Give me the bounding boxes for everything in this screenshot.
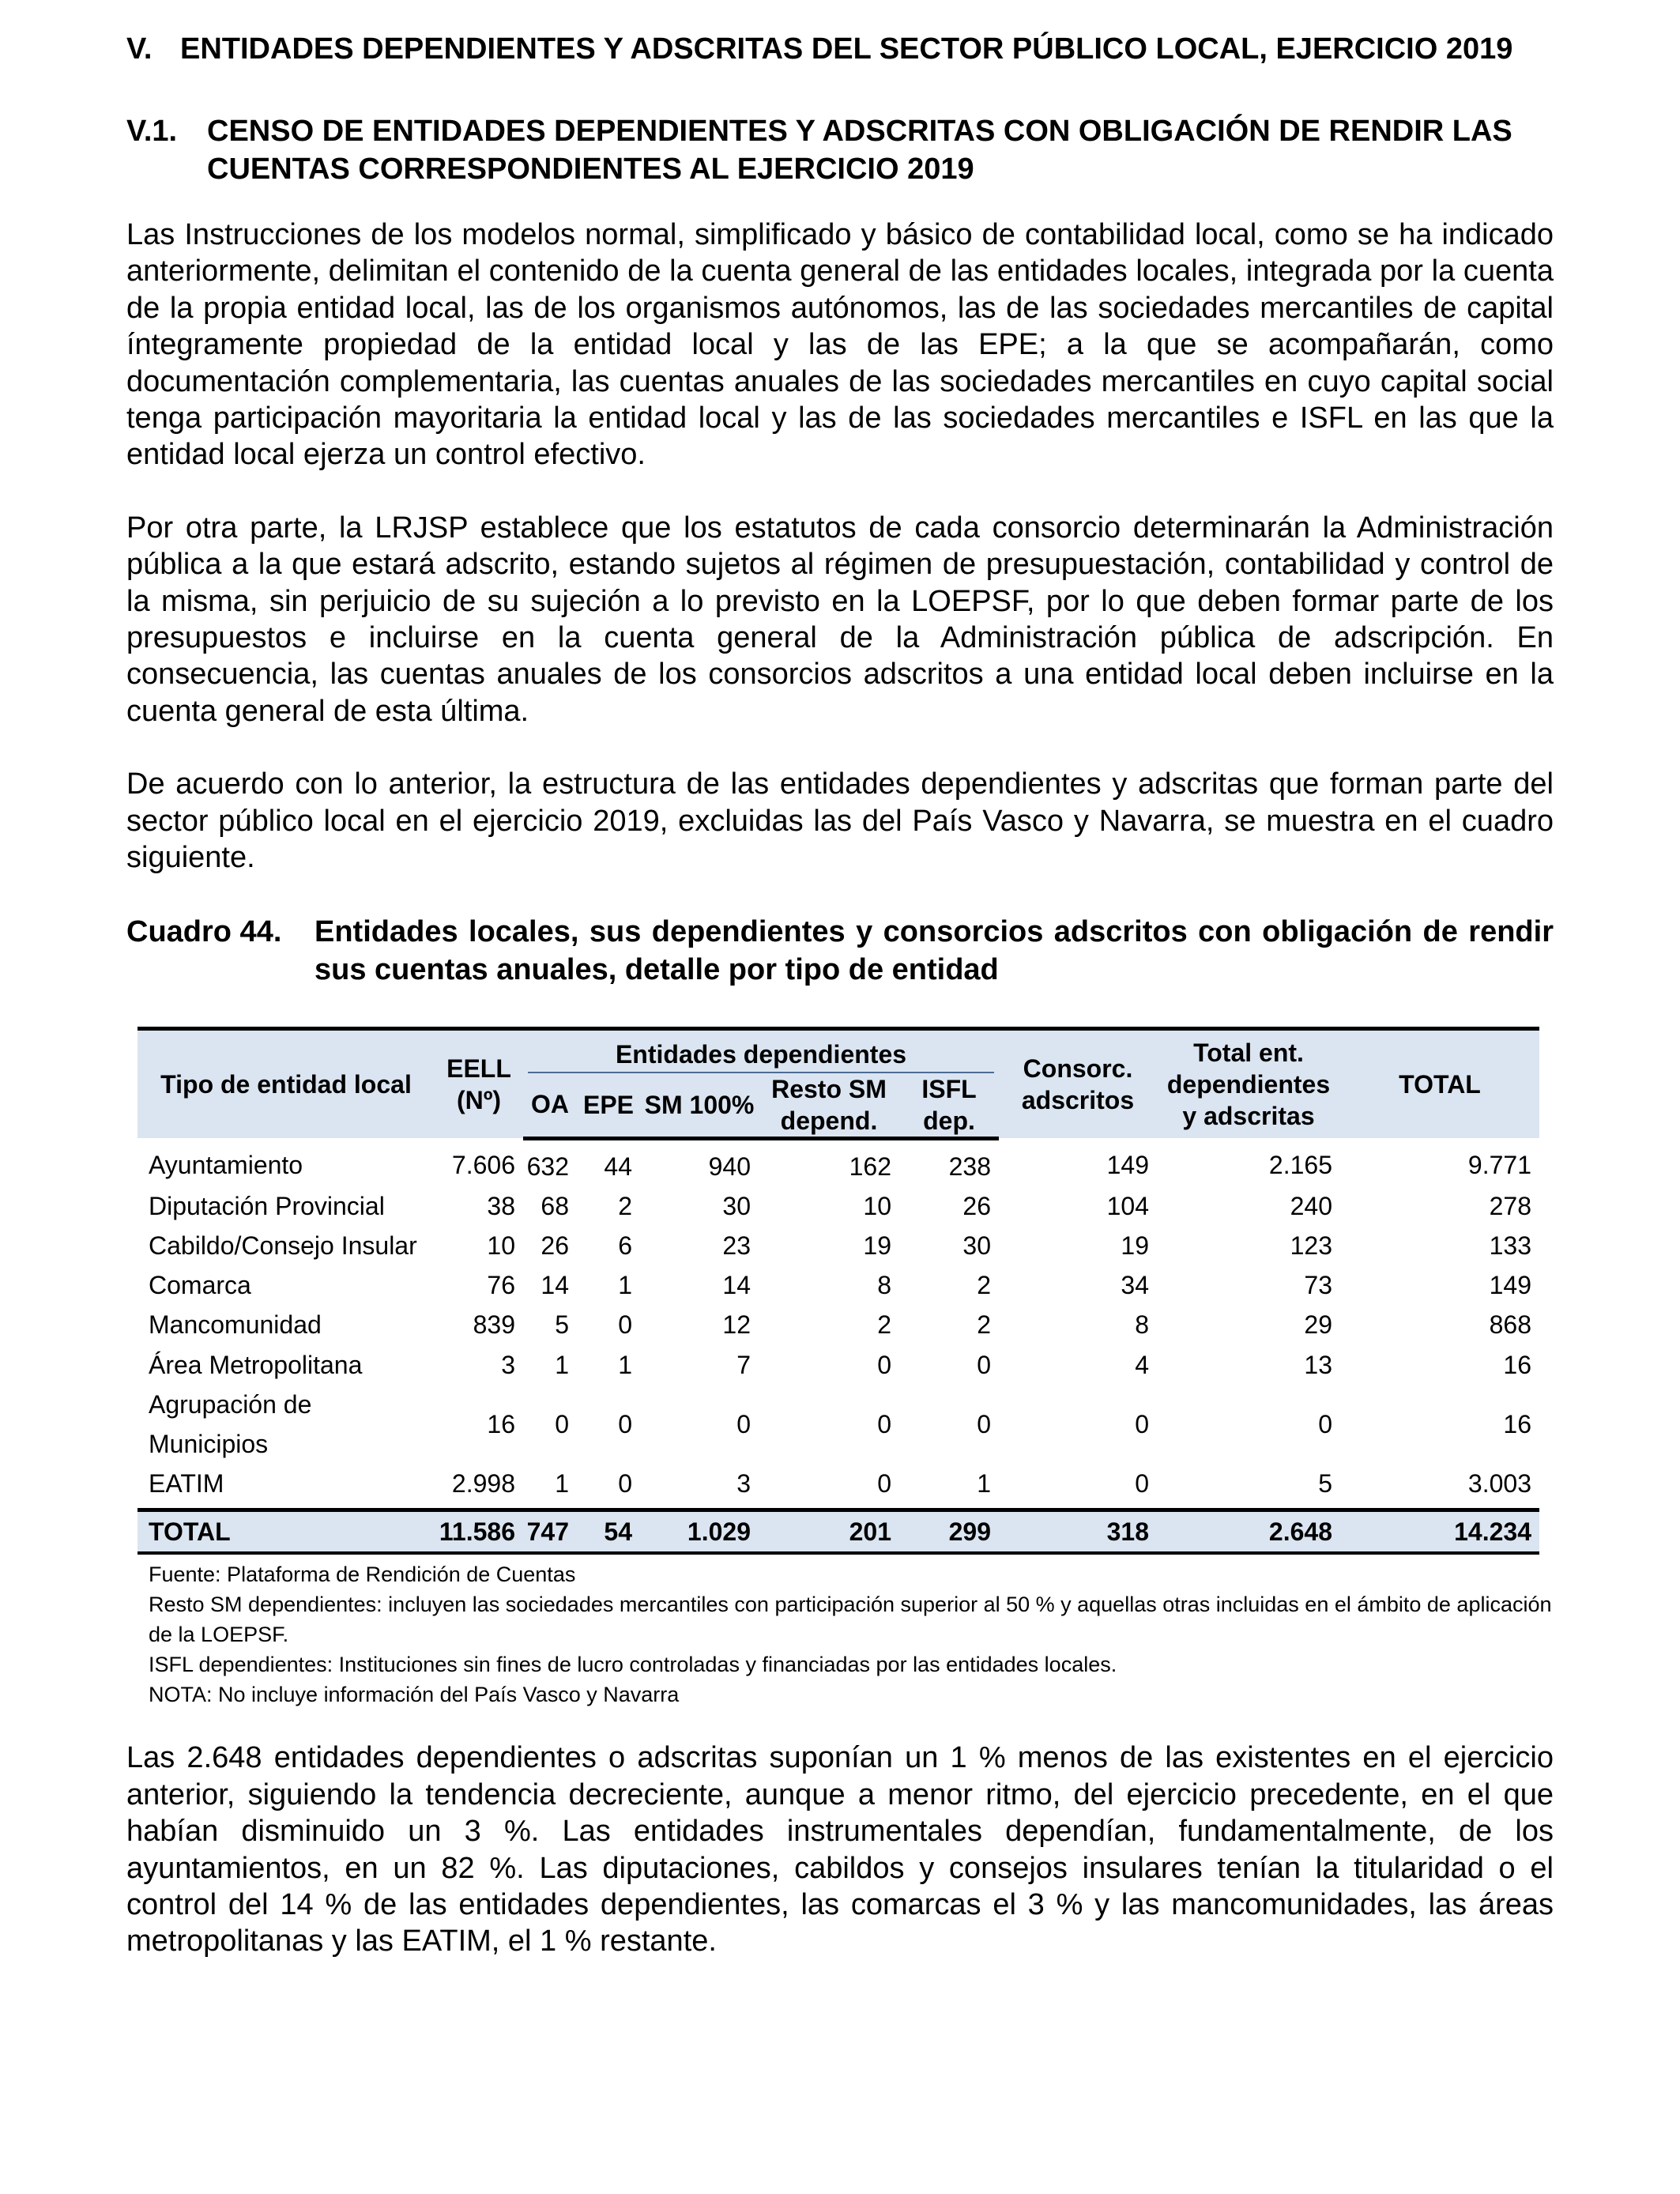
paragraph-2: Por otra parte, la LRJSP establece que los estatutos de cada consorcio determinarán la Administración pública a la que estará adscrito, estando sujetos al régimen de presupuestación, contabilidad y control de la misma, sin perjuicio de su sujeción a lo previsto en la LOEPSF, por lo que deben formar parte de los presupuestos e incluirse en la cuenta general de la Administración pública de adscripción. En consecuencia, las cuentas anuales de los consorcios adscritos a una entidad local deben incluirse en la cuenta general de esta última. xyxy=(126,511,1554,728)
table-cell: 10 xyxy=(863,1191,891,1220)
total-cell: 201 xyxy=(759,1510,899,1554)
table-cell: 8 xyxy=(877,1271,891,1300)
row-label: Diputación Provincial xyxy=(149,1191,385,1220)
header-isfl: ISFL dep. xyxy=(899,1073,999,1139)
table-cell: 0 xyxy=(877,1409,891,1438)
table-body xyxy=(137,1138,1539,1510)
table-cell: 1 xyxy=(555,1350,569,1379)
total-label: TOTAL xyxy=(137,1510,435,1554)
table-cell: 1 xyxy=(977,1469,991,1498)
row-label: Mancomunidad xyxy=(149,1310,322,1340)
table-cell: 7.606 xyxy=(451,1151,515,1180)
table-cell: 16 xyxy=(487,1409,515,1438)
paragraph-1: Las Instrucciones de los modelos normal, simplificado y básico de contabilidad local, como se ha indicado anteriormente, delimitan el contenido de la cuenta general de las entidades locales, integrada por la cuenta de la propia entidad local, las de los organismos autónomos, las de las sociedades mercantiles de capital íntegramente propiedad de la entidad local y las de las EPE; a la que se acompañarán, como documentación complementaria, las cuentas anuales de las sociedades mercantiles en cuyo capital social tenga participación mayoritaria la entidad local y las de las sociedades mercantiles e ISFL en las que la entidad local ejerza un control efectivo. xyxy=(126,218,1554,472)
table-cell: 7 xyxy=(736,1350,751,1379)
table-cell: 10 xyxy=(487,1231,515,1260)
table-cell: 19 xyxy=(1121,1231,1149,1260)
table-cell: 3 xyxy=(501,1350,515,1379)
header-total: TOTAL xyxy=(1340,1028,1539,1138)
table-cell: 0 xyxy=(618,1409,632,1438)
paragraph-4: Las 2.648 entidades dependientes o adscritas suponían un 1 % menos de las existentes en el ejercicio anterior, siguiendo la tendencia decreciente, aunque a menor ritmo, del ejercicio precedente, en el que habían disminuido un 3 %. Las entidades instrumentales dependían, fundamentalmente, de los ayuntamientos, en un 82 %. Las diputaciones, cabildos y consejos insulares tenían la titularidad o el control del 14 % de las entidades dependientes, las comarcas el 3 % y las mancomunidades, las áreas metropolitanas y las EATIM, el 1 % restante. xyxy=(126,1741,1554,1958)
table-cell: 0 xyxy=(877,1350,891,1379)
table-cell: 162 xyxy=(849,1152,891,1181)
table-row xyxy=(137,1464,1539,1510)
table-cell: 839 xyxy=(473,1310,515,1340)
header-consorc: Consorc. adscritos xyxy=(999,1028,1157,1138)
row-label: EATIM xyxy=(149,1469,224,1498)
table-cell: 30 xyxy=(722,1191,751,1220)
table-notes xyxy=(149,1559,1554,1710)
table-cell: 76 xyxy=(487,1271,515,1300)
table-row xyxy=(137,1385,1539,1464)
table-cell: 0 xyxy=(555,1409,569,1438)
section-heading xyxy=(126,30,1554,68)
table-cell: 73 xyxy=(1304,1271,1332,1300)
table-cell: 8 xyxy=(1135,1310,1149,1340)
subsection-heading xyxy=(126,112,1554,188)
table-cell: 3.003 xyxy=(1467,1469,1531,1498)
table-row xyxy=(137,1265,1539,1305)
table-cell: 23 xyxy=(722,1231,751,1260)
entities-table xyxy=(137,1027,1539,1555)
table-cell: 44 xyxy=(604,1152,632,1181)
table-cell: 149 xyxy=(1106,1151,1149,1180)
table-cell: 238 xyxy=(948,1152,991,1181)
header-oa: OA xyxy=(523,1073,577,1139)
note-resto-sm: Resto SM dependientes: incluyen las sociedades mercantiles con participación superior al 50 % y aquellas otras incluidas en el ámbito de aplicación de la LOEPSF. xyxy=(149,1593,1552,1647)
table-cell: 30 xyxy=(962,1231,991,1260)
total-cell: 1.029 xyxy=(640,1510,759,1554)
subsection-number: V.1. xyxy=(126,115,178,148)
header-total-ent: Total ent. dependientes y adscritas xyxy=(1157,1028,1340,1138)
group-label: Entidades dependientes xyxy=(528,1039,994,1073)
table-cell: 1 xyxy=(555,1469,569,1498)
table-cell: 5 xyxy=(555,1310,569,1340)
note-source: Fuente: Plataforma de Rendición de Cuentas xyxy=(149,1563,576,1587)
table-cell: 278 xyxy=(1489,1191,1531,1220)
caption-label: Cuadro 44. xyxy=(126,914,282,948)
table-row xyxy=(137,1186,1539,1226)
table-cell: 2.165 xyxy=(1268,1151,1332,1180)
table-cell: 26 xyxy=(962,1191,991,1220)
header-resto: Resto SM depend. xyxy=(759,1073,899,1139)
row-label: Área Metropolitana xyxy=(149,1350,363,1379)
table-cell: 0 xyxy=(1318,1409,1332,1438)
table-cell: 0 xyxy=(977,1350,991,1379)
table-cell: 868 xyxy=(1489,1310,1531,1340)
total-cell: 14.234 xyxy=(1340,1510,1539,1554)
note-isfl: ISFL dependientes: Instituciones sin fines de lucro controladas y financiadas por las entidades locales. xyxy=(149,1653,1117,1677)
table-cell: 1 xyxy=(618,1350,632,1379)
table-row xyxy=(137,1345,1539,1385)
table-cell: 68 xyxy=(541,1191,569,1220)
total-cell: 318 xyxy=(999,1510,1157,1554)
table-cell: 632 xyxy=(526,1152,569,1181)
table-cell: 0 xyxy=(877,1469,891,1498)
table-cell: 0 xyxy=(1135,1409,1149,1438)
table-cell: 133 xyxy=(1489,1231,1531,1260)
table-cell: 12 xyxy=(722,1310,751,1340)
row-label: Agrupación de Municipios xyxy=(149,1389,312,1458)
header-sm100: SM 100% xyxy=(640,1073,759,1139)
table-cell: 1 xyxy=(618,1271,632,1300)
table-cell: 19 xyxy=(863,1231,891,1260)
table-cell: 123 xyxy=(1290,1231,1332,1260)
table-row xyxy=(137,1226,1539,1265)
caption-text: Entidades locales, sus dependientes y consorcios adscritos con obligación de rendir sus cuentas anuales, detalle por tipo de entidad xyxy=(315,914,1554,986)
table-cell: 2 xyxy=(618,1191,632,1220)
table-cell: 6 xyxy=(618,1231,632,1260)
header-eell: EELL (Nº) xyxy=(435,1028,523,1138)
section-title: ENTIDADES DEPENDIENTES Y ADSCRITAS DEL SECTOR PÚBLICO LOCAL, EJERCICIO 2019 xyxy=(180,32,1513,66)
header-group-dependientes xyxy=(523,1028,999,1073)
table-total-row xyxy=(137,1510,1539,1554)
table-cell: 26 xyxy=(541,1231,569,1260)
table-cell: 0 xyxy=(977,1409,991,1438)
total-cell: 54 xyxy=(577,1510,640,1554)
table-cell: 4 xyxy=(1135,1350,1149,1379)
total-cell: 747 xyxy=(523,1510,577,1554)
table-cell: 16 xyxy=(1503,1409,1531,1438)
table-cell: 0 xyxy=(1135,1469,1149,1498)
table-cell: 29 xyxy=(1304,1310,1332,1340)
section-number: V. xyxy=(126,32,153,66)
table-cell: 3 xyxy=(736,1469,751,1498)
row-label: Cabildo/Consejo Insular xyxy=(149,1231,417,1260)
header-tipo: Tipo de entidad local xyxy=(137,1028,435,1138)
table-cell: 0 xyxy=(618,1310,632,1340)
table-cell: 2 xyxy=(977,1271,991,1300)
table-row xyxy=(137,1305,1539,1344)
table-cell: 38 xyxy=(487,1191,515,1220)
table-cell: 16 xyxy=(1503,1350,1531,1379)
table-cell: 2 xyxy=(977,1310,991,1340)
total-cell: 11.586 xyxy=(435,1510,523,1554)
table-cell: 9.771 xyxy=(1467,1151,1531,1180)
table-cell: 5 xyxy=(1318,1469,1332,1498)
table-cell: 104 xyxy=(1106,1191,1149,1220)
row-label: Comarca xyxy=(149,1271,251,1300)
table-cell: 0 xyxy=(736,1409,751,1438)
table-cell: 240 xyxy=(1290,1191,1332,1220)
table-cell: 14 xyxy=(541,1271,569,1300)
row-label: Ayuntamiento xyxy=(149,1151,303,1180)
table-cell: 940 xyxy=(708,1152,751,1181)
paragraph-3: De acuerdo con lo anterior, la estructura de las entidades dependientes y adscritas que forman parte del sector público local en el ejercicio 2019, excluidas las del País Vasco y Navarra, se muestra en el cuadro siguiente. xyxy=(126,767,1554,875)
total-cell: 2.648 xyxy=(1157,1510,1340,1554)
table-cell: 34 xyxy=(1121,1271,1149,1300)
table-row xyxy=(137,1138,1539,1186)
note-nota: NOTA: No incluye información del País Vasco y Navarra xyxy=(149,1683,680,1707)
table-cell: 0 xyxy=(618,1469,632,1498)
table-cell: 14 xyxy=(722,1271,751,1300)
table-cell: 13 xyxy=(1304,1350,1332,1379)
table-cell: 149 xyxy=(1489,1271,1531,1300)
table-cell: 2 xyxy=(877,1310,891,1340)
subsection-title: CENSO DE ENTIDADES DEPENDIENTES Y ADSCRITAS CON OBLIGACIÓN DE RENDIR LAS CUENTAS CORRESPONDIENTES AL EJERCICIO 2019 xyxy=(207,115,1512,186)
table-cell: 2.998 xyxy=(451,1469,515,1498)
document-page xyxy=(126,30,1554,1960)
table-caption xyxy=(126,913,1554,989)
total-cell: 299 xyxy=(899,1510,999,1554)
header-epe: EPE xyxy=(577,1073,640,1139)
